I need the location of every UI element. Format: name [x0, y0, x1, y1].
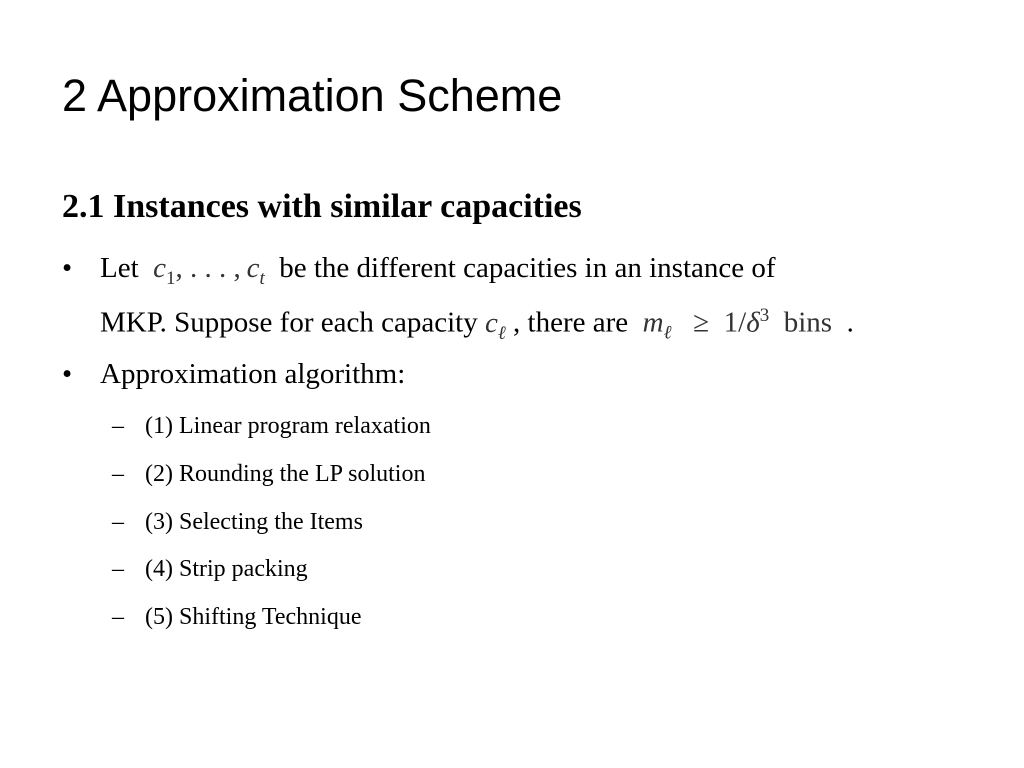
- section-subheading: 2.1 Instances with similar capacities: [62, 188, 582, 225]
- math-c: c: [484, 306, 498, 339]
- dash-icon: –: [112, 604, 124, 630]
- dash-icon: –: [112, 509, 124, 535]
- math-dots: , . . . ,: [175, 252, 241, 284]
- bullet-icon: •: [62, 252, 73, 284]
- math-sub-t: t: [259, 267, 265, 289]
- sub-item-text: (5) Shifting Technique: [145, 604, 362, 630]
- mkp-text: MKP. Suppose for each capacity: [100, 306, 478, 339]
- bullet-text: Approximation algorithm:: [100, 358, 406, 390]
- sub-item-text: (4) Strip packing: [145, 556, 308, 582]
- dash-icon: –: [112, 461, 124, 487]
- bullet-text-continued: [100, 292, 854, 357]
- math-c-t: c: [246, 252, 260, 284]
- math-bins: bins: [783, 306, 833, 339]
- math-m: m: [642, 306, 664, 339]
- sub-item-text: (2) Rounding the LP solution: [145, 461, 426, 487]
- math-geq: ≥: [693, 306, 710, 339]
- capacities-text: be the different capacities in an instance of: [279, 252, 776, 284]
- sub-item-text: (1) Linear program relaxation: [145, 413, 431, 439]
- math-bin-condition: [643, 292, 832, 357]
- math-c-ell: [485, 299, 506, 358]
- math-delta: δ: [746, 306, 760, 339]
- sub-item-text: (3) Selecting the Items: [145, 509, 363, 535]
- slide-title: 2 Approximation Scheme: [62, 70, 563, 121]
- let-text: Let: [100, 252, 139, 284]
- period-text: .: [846, 306, 854, 339]
- bullet-icon: •: [62, 358, 73, 390]
- dash-icon: –: [112, 413, 124, 439]
- math-sup-3: 3: [759, 305, 770, 326]
- math-frac: 1/: [723, 306, 747, 339]
- math-sub-ell-m: ℓ: [663, 322, 672, 344]
- math-c-1: c: [153, 252, 167, 284]
- math-sub-1: 1: [166, 267, 176, 289]
- there-are-text: , there are: [513, 306, 629, 339]
- math-sub-ell: ℓ: [497, 322, 506, 344]
- dash-icon: –: [112, 556, 124, 582]
